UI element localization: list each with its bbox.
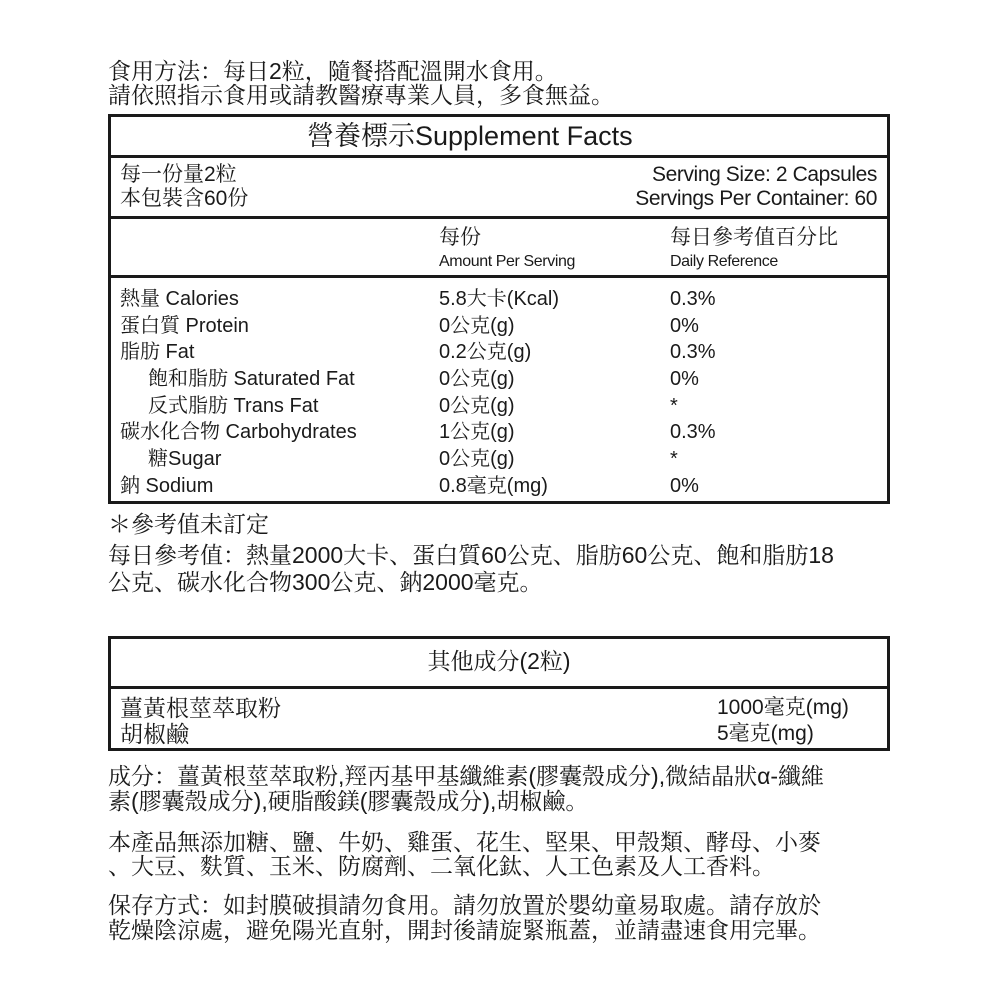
ingredient-name: 薑黃根莖萃取粉 — [120, 695, 281, 721]
nutrient-amount: 1公克(g) — [439, 421, 515, 443]
divider — [108, 686, 890, 689]
servings-per-container-zh: 本包裝含60份 — [120, 187, 249, 210]
nutrient-dv: 0% — [670, 475, 699, 497]
divider — [108, 275, 890, 278]
nutrient-dv: 0% — [670, 315, 699, 337]
nutrient-amount: 0公克(g) — [439, 315, 515, 337]
ingredients-text-line-2: 素(膠囊殼成分),硬脂酸鎂(膠囊殼成分),胡椒鹼。 — [108, 788, 589, 814]
footnote-daily-reference-line-1: 每日參考值：熱量2000大卡、蛋白質60公克、脂肪60公克、飽和脂肪18 — [108, 542, 834, 568]
nutrient-name: 飽和脂肪 Saturated Fat — [148, 368, 355, 390]
supplement-facts-title: 營養標示Supplement Facts — [307, 121, 633, 151]
nutrient-amount: 0公克(g) — [439, 448, 515, 470]
nutrient-name: 脂肪 Fat — [120, 341, 195, 363]
column-header-amount-en: Amount Per Serving — [439, 253, 575, 270]
nutrient-dv: 0% — [670, 368, 699, 390]
nutrient-dv: 0.3% — [670, 288, 716, 310]
nutrient-name: 碳水化合物 Carbohydrates — [120, 421, 357, 443]
nutrient-name: 熱量 Calories — [120, 288, 239, 310]
serving-size-en: Serving Size: 2 Capsules — [651, 163, 877, 186]
column-header-dv-en: Daily Reference — [670, 253, 778, 270]
nutrient-name: 糖Sugar — [148, 448, 222, 470]
nutrient-dv: 0.3% — [670, 341, 716, 363]
ingredient-amount: 1000毫克(mg) — [717, 696, 849, 719]
divider — [108, 155, 890, 158]
storage-text-line-2: 乾燥陰涼處，避免陽光直射，開封後請旋緊瓶蓋，並請盡速食用完畢。 — [108, 917, 821, 943]
nutrient-amount: 0.8毫克(mg) — [439, 475, 548, 497]
column-header-dv-zh: 每日參考值百分比 — [670, 226, 838, 249]
nutrient-amount: 0.2公克(g) — [439, 341, 532, 363]
ingredients-text-line-1: 成分：薑黃根莖萃取粉,羥丙基甲基纖維素(膠囊殼成分),微結晶狀α-纖維 — [108, 763, 825, 789]
nutrient-name: 鈉 Sodium — [120, 475, 214, 497]
ingredient-amount: 5毫克(mg) — [717, 722, 814, 745]
nutrient-name: 反式脂肪 Trans Fat — [148, 395, 319, 417]
serving-size-zh: 每一份量2粒 — [120, 163, 237, 186]
usage-line-1: 食用方法：每日2粒，隨餐搭配溫開水食用。 — [108, 58, 558, 84]
column-header-amount-zh: 每份 — [439, 226, 481, 249]
nutrient-amount: 0公克(g) — [439, 368, 515, 390]
nutrient-dv: * — [670, 395, 678, 417]
nutrient-dv: * — [670, 448, 678, 470]
servings-per-container-en: Servings Per Container: 60 — [635, 187, 877, 210]
ingredient-name: 胡椒鹼 — [120, 721, 189, 747]
footnote-not-established: ＊參考值未訂定 — [108, 511, 269, 537]
nutrient-amount: 0公克(g) — [439, 395, 515, 417]
usage-line-2: 請依照指示食用或請教醫療專業人員，多食無益。 — [108, 82, 614, 108]
nutrient-dv: 0.3% — [670, 421, 716, 443]
storage-text-line-1: 保存方式：如封膜破損請勿食用。請勿放置於嬰幼童易取處。請存放於 — [108, 892, 821, 918]
divider — [108, 216, 890, 219]
other-ingredients-title: 其他成分(2粒) — [427, 648, 571, 674]
allergen-text-line-2: 、大豆、麩質、玉米、防腐劑、二氧化鈦、人工色素及人工香料。 — [108, 853, 775, 879]
nutrient-name: 蛋白質 Protein — [120, 315, 249, 337]
nutrient-amount: 5.8大卡(Kcal) — [439, 288, 560, 310]
footnote-daily-reference-line-2: 公克、碳水化合物300公克、鈉2000毫克。 — [108, 569, 543, 595]
allergen-text-line-1: 本產品無添加糖、鹽、牛奶、雞蛋、花生、堅果、甲殼類、酵母、小麥 — [108, 829, 821, 855]
